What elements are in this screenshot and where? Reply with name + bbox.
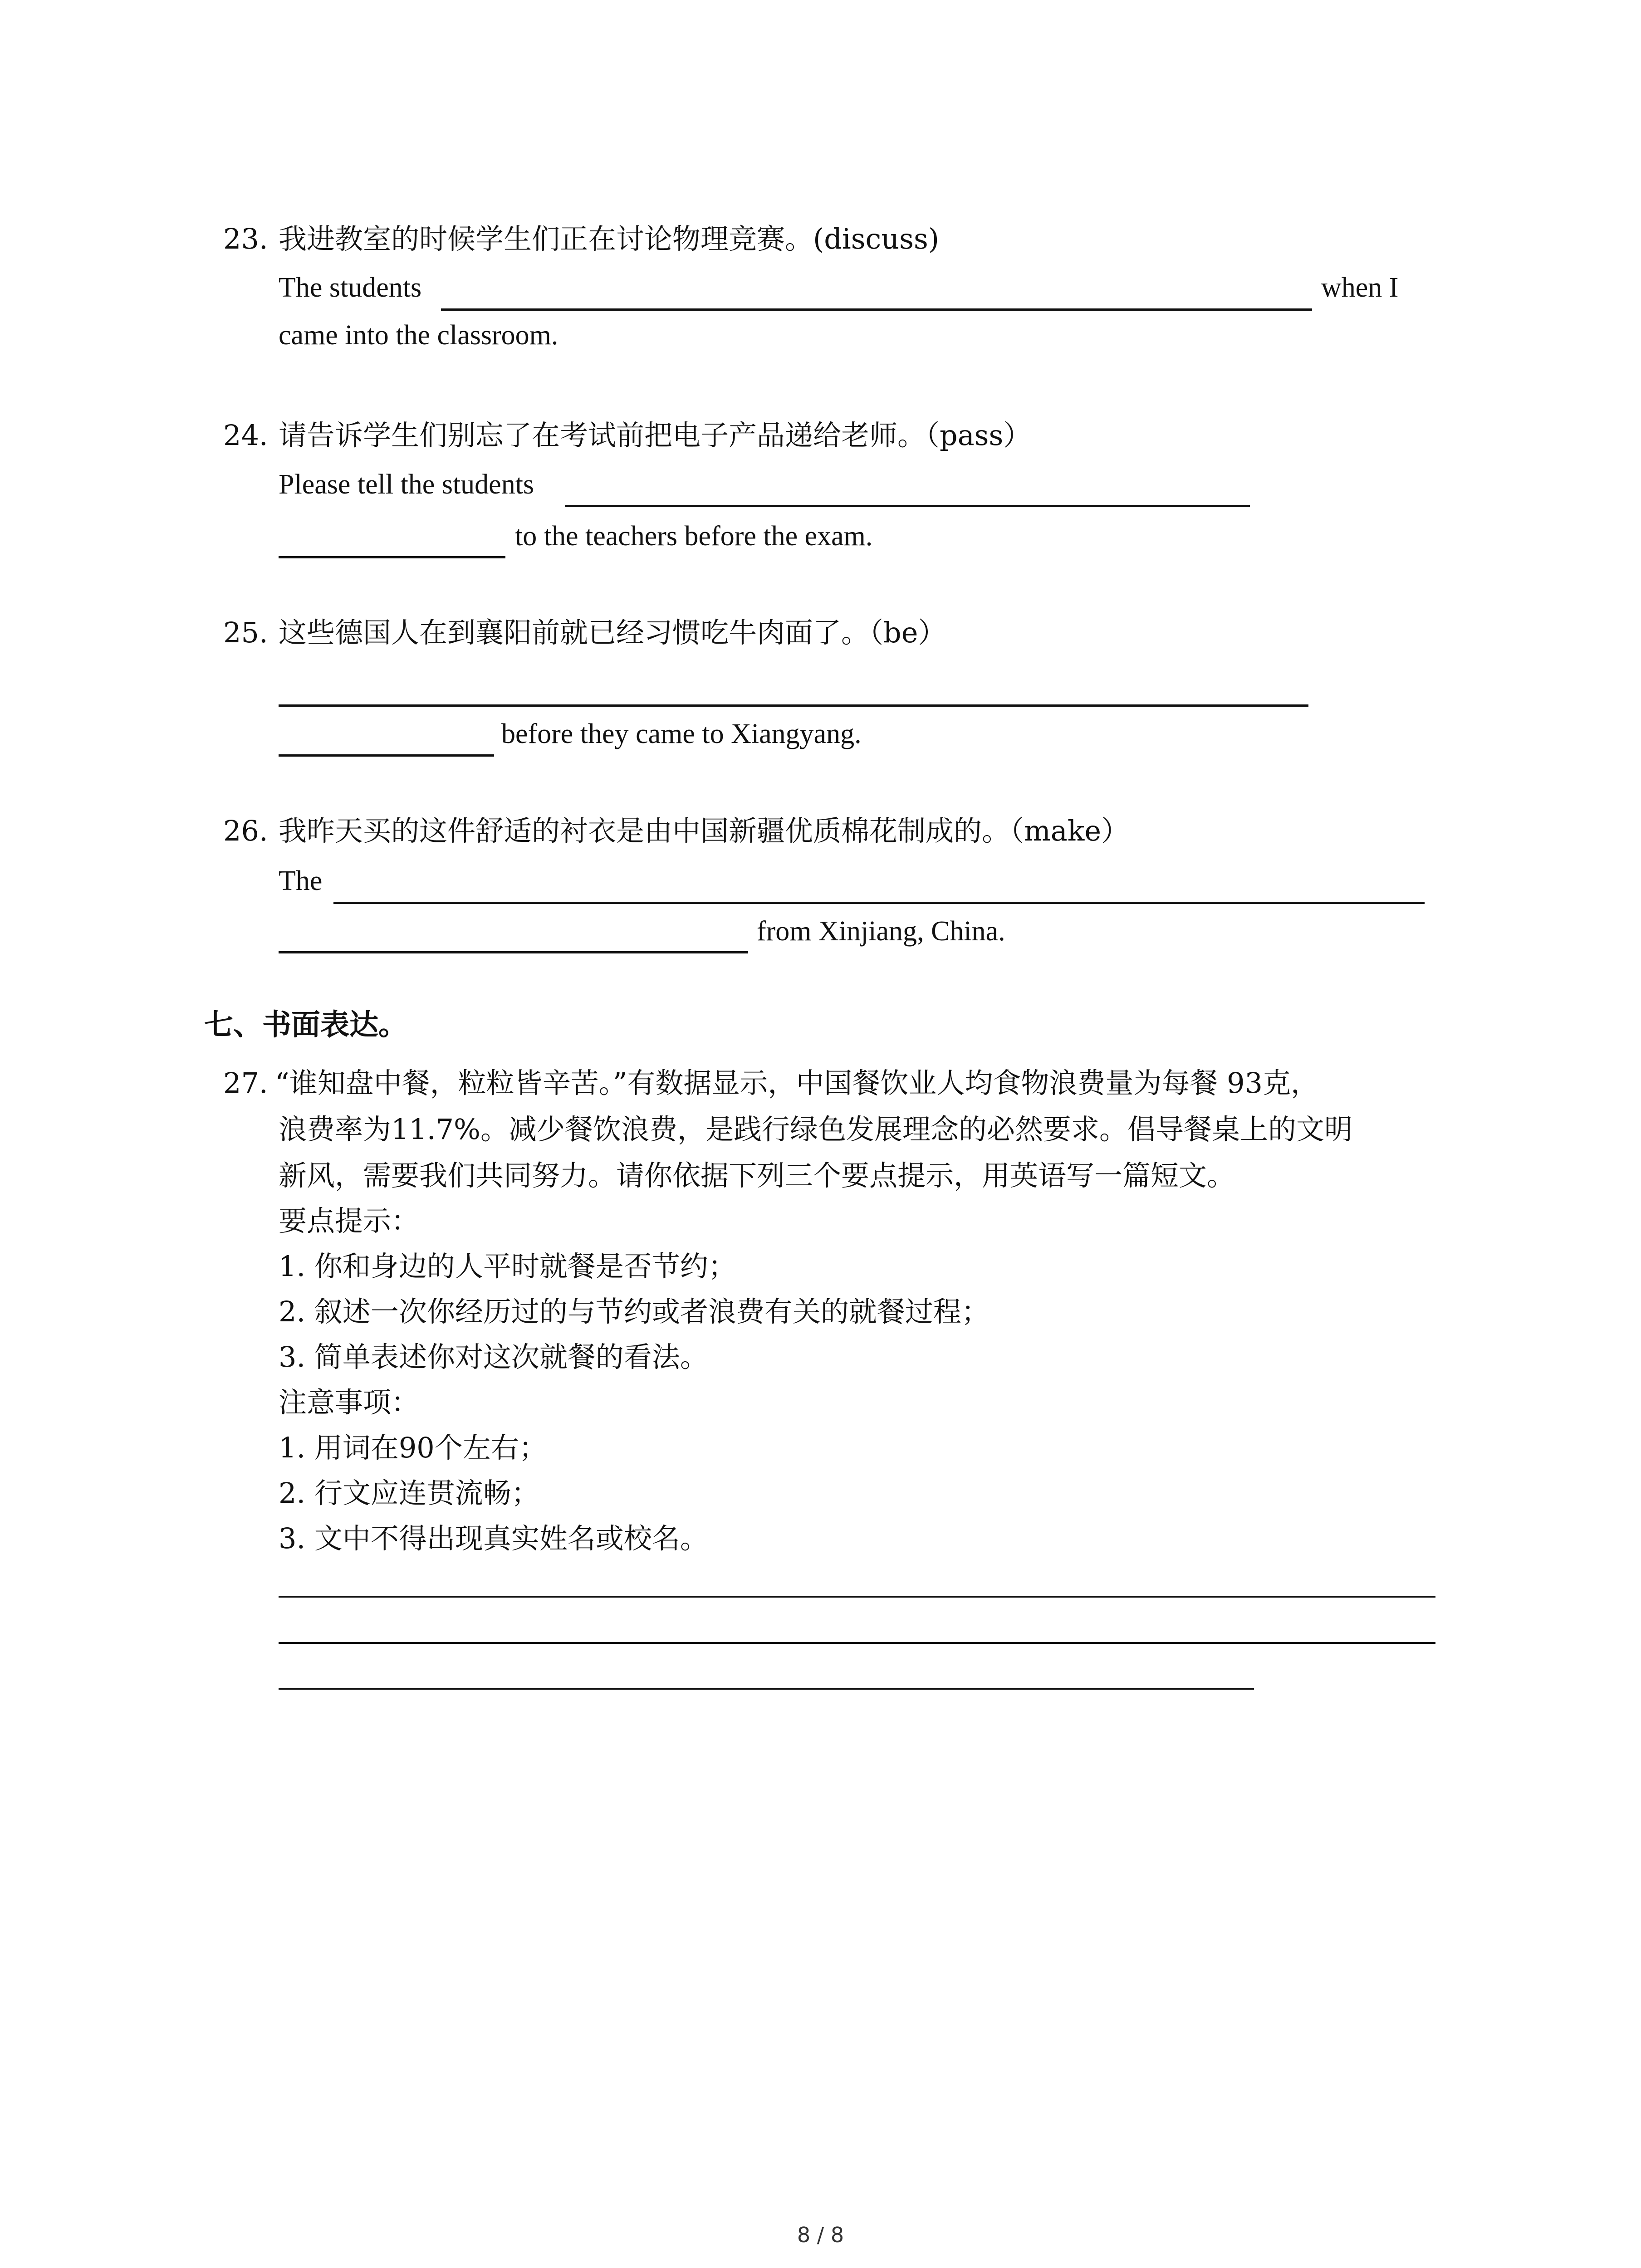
question-23-line2: came into the classroom.	[279, 320, 558, 351]
note-3: 3. 文中不得出现真实姓名或校名。	[279, 1522, 708, 1555]
question-26-answer-blank-1[interactable]	[333, 902, 1425, 904]
page-number: 8 / 8	[797, 2223, 844, 2247]
question-25-line2: before they came to Xiangyang.	[501, 719, 862, 749]
note-1: 1. 用词在90个左右；	[279, 1431, 547, 1464]
tip-2: 2. 叙述一次你经历过的与节约或者浪费有关的就餐过程；	[279, 1295, 989, 1328]
question-26-answer-blank-2[interactable]	[279, 951, 748, 953]
essay-answer-line-3[interactable]	[279, 1688, 1254, 1690]
question-24-answer-blank-2[interactable]	[279, 556, 505, 558]
question-25-answer-blank-1[interactable]	[279, 704, 1308, 707]
question-26-lead: The	[279, 865, 323, 896]
notes-title: 注意事项：	[279, 1386, 420, 1419]
section-title: 七、书面表达。	[204, 1008, 407, 1042]
question-23-lead: The students	[279, 272, 422, 303]
tip-1: 1. 你和身边的人平时就餐是否节约；	[279, 1250, 736, 1283]
question-27-line-3: 新风，需要我们共同努力。请你依据下列三个要点提示，用英语写一篇短文。	[279, 1159, 1235, 1192]
question-24-lead: Please tell the students	[279, 469, 534, 500]
tips-title: 要点提示：	[279, 1204, 420, 1237]
question-26-line2: from Xinjiang, China.	[757, 916, 1005, 947]
question-23-answer-blank[interactable]	[441, 308, 1312, 311]
essay-answer-line-1[interactable]	[279, 1596, 1435, 1598]
exam-page: 23. 我进教室的时候学生们正在讨论物理竞赛。(discuss) The students when I came into the classroom. 24. 请告诉学生们别忘了在考试前把电子产品递给老师。（pass） Please tell the students to the teachers before the exam. 25. 这些德国人在到襄阳前就已经习惯吃牛肉面了。（be） before they came to Xiangyang. 26. 我昨天买的这件舒适的衬衣是由中国新疆优质棉花制成的。（make） The from Xinjiang, China. 七、书面表达。 27. “谁知盘中餐，粒粒皆辛苦。”有数据显示，中国餐饮业人均食物浪费量为每餐 93克， 浪费率为11.7%。减少餐饮浪费，是践行绿色发展理念的必然要求。倡导餐桌上的文明 新风，需要我们共同努力。请你依据下列三个要点提示，用英语写一篇短文。 要点提示： 1. 你和身边的人平时就餐是否节约； 2. 叙述一次你经历过的与节约或者浪费有关的就餐过程； 3. 简单表述你对这次就餐的看法。 注意事项： 1. 用词在90个左右； 2. 行文应连贯流畅； 3. 文中不得出现真实姓名或校名。 8 / 8	[0, 0, 1641, 2268]
question-23-tail: when I	[1321, 272, 1399, 303]
question-27-line-2: 浪费率为11.7%。减少餐饮浪费，是践行绿色发展理念的必然要求。倡导餐桌上的文明	[279, 1113, 1352, 1146]
question-24-line2: to the teachers before the exam.	[515, 521, 873, 552]
tip-3: 3. 简单表述你对这次就餐的看法。	[279, 1340, 708, 1374]
essay-answer-line-2[interactable]	[279, 1642, 1435, 1644]
question-25-answer-blank-2[interactable]	[279, 754, 494, 757]
note-2: 2. 行文应连贯流畅；	[279, 1476, 539, 1510]
question-24-answer-blank-1[interactable]	[565, 505, 1250, 507]
